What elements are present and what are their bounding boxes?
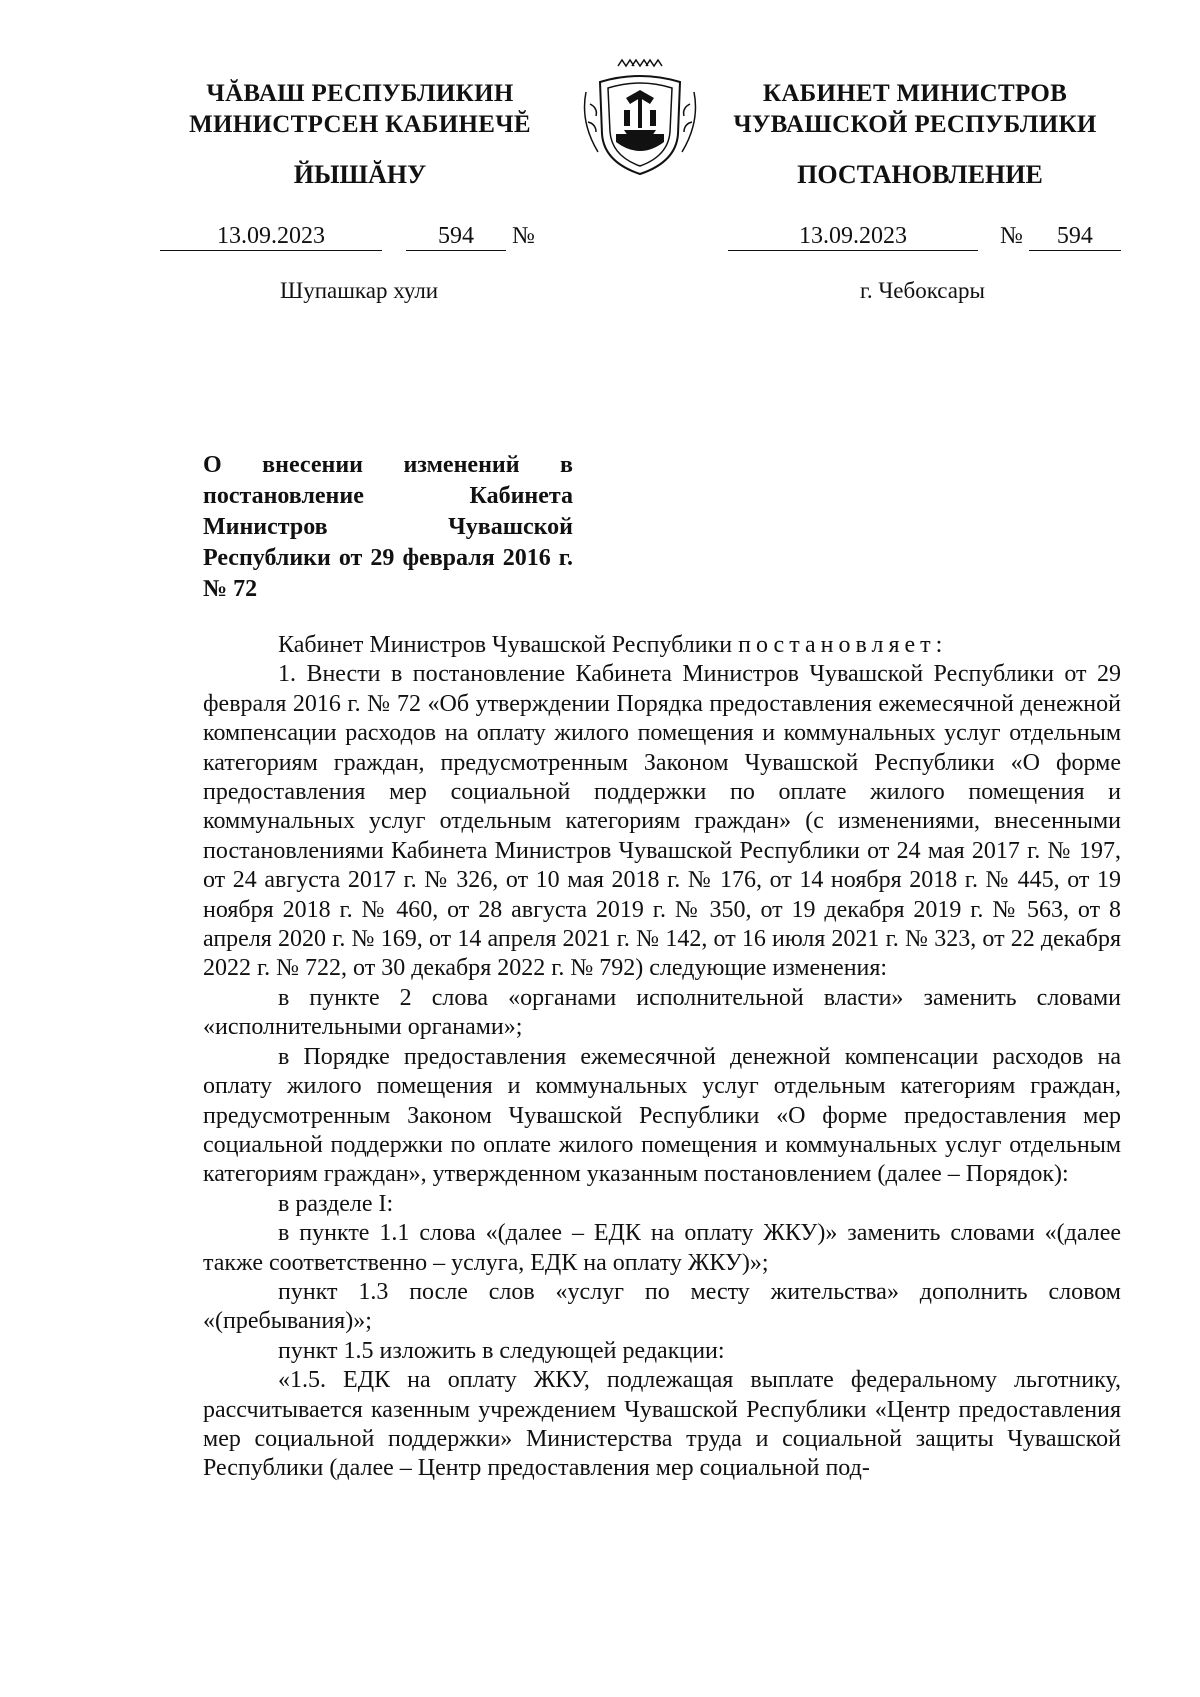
body-paragraph: в пункте 1.1 слова «(далее – ЕДК на оплату ЖКУ)» заменить словами «(далее также соответственно – услуга, ЕДК на оплату ЖКУ)»; [203,1220,1121,1276]
intro-text: Кабинет Министров Чувашской Республики [278,632,733,658]
intro-verb: постановляет: [738,632,948,658]
chuvash-header-line1: ЧĂВАШ РЕСПУБЛИКИН [206,80,514,107]
russian-doc-type: ПОСТАНОВЛЕНИЕ [797,160,1043,189]
intro-paragraph [203,631,1121,660]
russian-number: 594 [1029,222,1121,251]
chuvash-header [160,78,560,140]
chuvash-date-number-line [160,222,535,252]
russian-header-line1: КАБИНЕТ МИНИСТРОВ [762,80,1068,107]
body-paragraph: в Порядке предоставления ежемесячной денежной компенсации расходов на оплату жилого помещения и коммунальных услуг отдельным категориям граждан, предусмотренным Законом Чувашской Республики «О форме предоставления мер социальной поддержки по оплате жилого помещения и коммунальных услуг отдельным категориям граждан», утвержденном указанным постановлением (далее – Порядок): [203,1043,1121,1188]
russian-date-number-line [728,222,1121,252]
document-subject: О внесении изменений в постановление Кабинета Министров Чувашской Республики от 29 февраля 2016 г. № 72 [203,452,573,602]
chuvash-date: 13.09.2023 [160,222,382,251]
body-paragraph: пункт 1.3 после слов «услуг по месту жительства» дополнить словом «(пребывания)»; [203,1278,1121,1335]
chuvash-number: 594 [406,222,506,251]
chuvash-number-sign: № [512,223,535,249]
document-body [203,631,1121,1484]
russian-header [715,78,1115,140]
chuvash-header-line2: МИНИСТРСЕН КАБИНЕЧĔ [189,111,531,138]
body-paragraph: «1.5. ЕДК на оплату ЖКУ, подлежащая выплате федеральному льготнику, рассчитывается казенным учреждением Чувашской Республики «Центр предоставления мер социальной поддержки» Министерства труда и социальной защиты Чувашской Республики (далее – Центр предоставления мер социальной под- [203,1367,1121,1482]
body-paragraph: в разделе I: [278,1190,394,1217]
chuvash-doc-type: ЙЫШĂНУ [293,160,427,189]
russian-header-line2: ЧУВАШСКОЙ РЕСПУБЛИКИ [733,111,1097,138]
body-paragraph: пункт 1.5 изложить в следующей редакции: [278,1337,725,1364]
russian-city: г. Чебоксары [860,278,985,303]
chuvash-city: Шупашкар хули [280,278,439,303]
body-paragraph: в пункте 2 слова «органами исполнительной власти» заменить словами «исполнительными органами»; [203,984,1121,1041]
russian-number-sign: № [1000,223,1023,249]
russian-date: 13.09.2023 [728,222,978,251]
body-paragraph: 1. Внести в постановление Кабинета Министров Чувашской Республики от 29 февраля 2016 г. № 72 «Об утверждении Порядка предоставления ежемесячной денежной компенсации расходов на оплату жилого помещения и коммунальных услуг отдельным категориям граждан, предусмотренным Законом Чувашской Республики «О форме предоставления мер социальной поддержки по оплате жилого помещения и коммунальных услуг отдельным категориям граждан» (с изменениями, внесенными постановлениями Кабинета Министров Чувашской Республики от 24 мая 2017 г. № 197, от 24 августа 2017 г. № 326, от 10 мая 2018 г. № 176, от 14 ноября 2018 г. № 445, от 19 ноября 2018 г. № 460, от 28 августа 2019 г. № 350, от 19 декабря 2019 г. № 563, от 8 апреля 2020 г. № 169, от 14 апреля 2021 г. № 142, от 16 июля 2021 г. № 323, от 22 декабря 2022 г. № 722, от 30 декабря 2022 г. № 792) следующие изменения: [203,661,1121,982]
chuvash-coat-of-arms-icon [578,52,702,180]
